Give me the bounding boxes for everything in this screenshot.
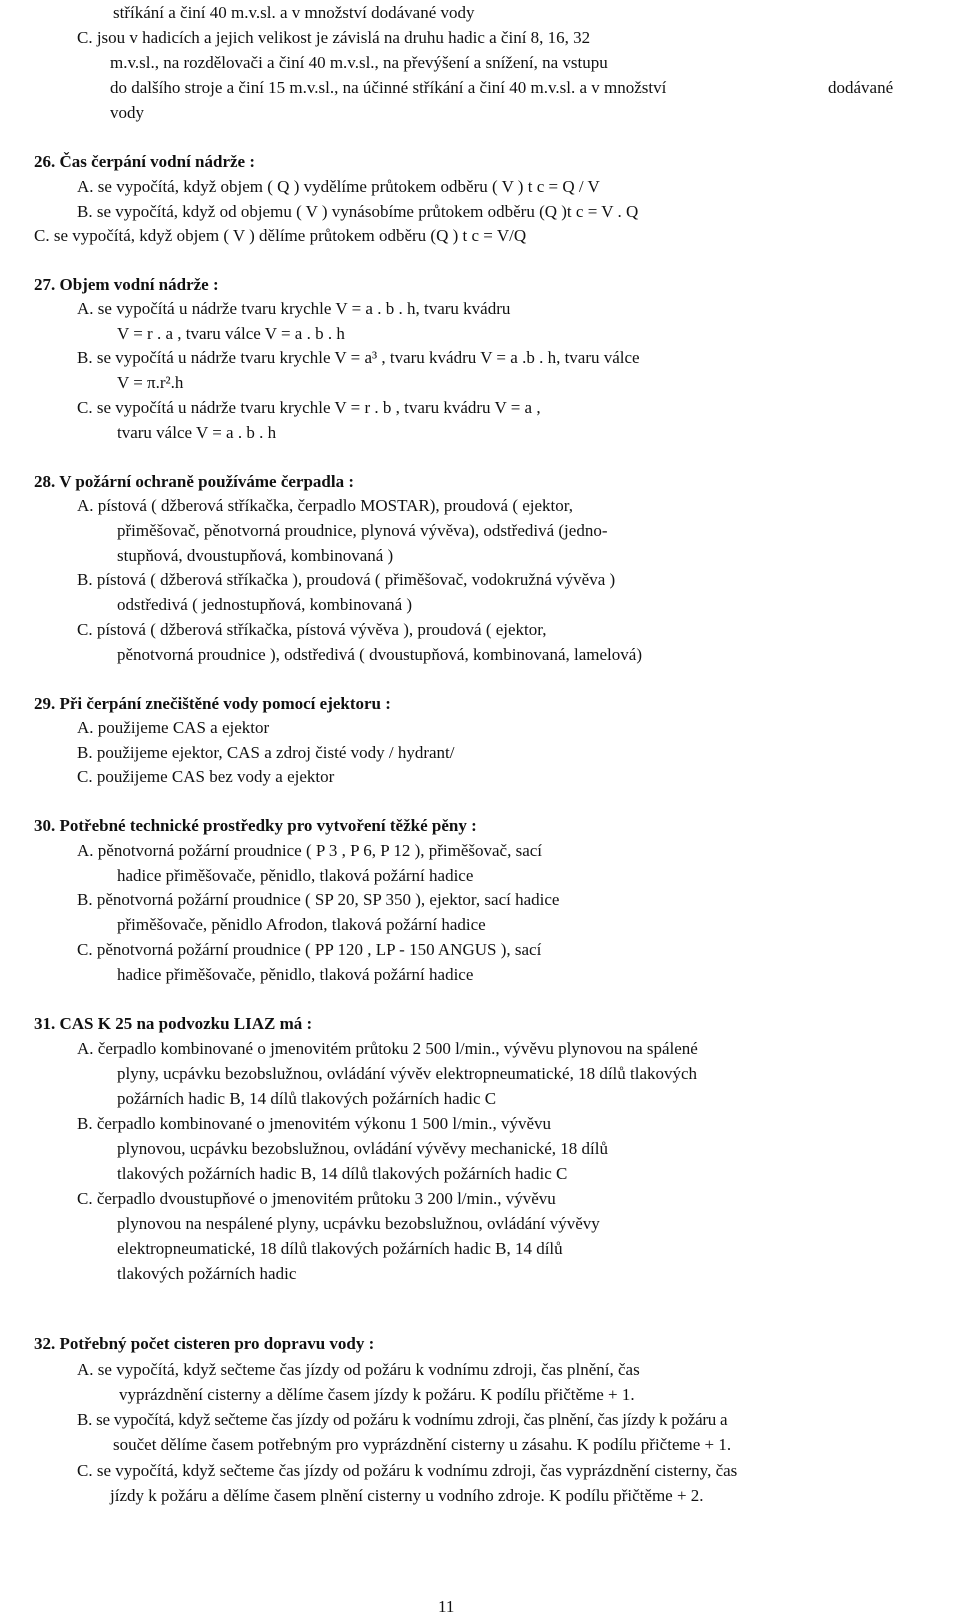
- question-heading: 32. Potřebný počet cisteren pro dopravu vody :: [34, 1334, 375, 1353]
- answer-option: C. se vypočítá, když sečteme čas jízdy od požáru k vodnímu zdroji, čas vyprázdnění cisterny, čas: [77, 1461, 738, 1480]
- answer-option: B. pístová ( džberová stříkačka ), proudová ( přiměšovač, vodokružná vývěva ): [77, 570, 616, 589]
- answer-continuation: odstředivá ( jednostupňová, kombinovaná ): [117, 595, 413, 614]
- answer-continuation: přiměšovač, pěnotvorná proudnice, plynová vývěva), odstředivá (jedno-: [117, 521, 608, 540]
- answer-continuation: tvaru válce V = a . b . h: [117, 423, 277, 442]
- answer-option: C. se vypočítá u nádrže tvaru krychle V = r . b , tvaru kvádru V = a ,: [77, 398, 541, 417]
- answer-option: B. použijeme ejektor, CAS a zdroj čisté vody / hydrant/: [77, 743, 455, 762]
- answer-option: C. pístová ( džberová stříkačka, pístová vývěva ), proudová ( ejektor,: [77, 620, 547, 639]
- answer-option: A. se vypočítá u nádrže tvaru krychle V = a . b . h, tvaru kvádru: [77, 299, 511, 318]
- answer-continuation: přiměšovače, pěnidlo Afrodon, tlaková požární hadice: [117, 915, 486, 934]
- answer-continuation: pěnotvorná proudnice ), odstředivá ( dvoustupňová, kombinovaná, lamelová): [117, 645, 642, 664]
- answer-option: A. pěnotvorná požární proudnice ( P 3 , P 6, P 12 ), přiměšovač, sací: [77, 841, 543, 860]
- question-heading: 28. V požární ochraně používáme čerpadla :: [34, 472, 354, 491]
- answer-continuation: součet dělíme časem potřebným pro vyprázdnění cisterny u zásahu. K podílu přičteme + 1.: [113, 1435, 732, 1454]
- text-line: C. jsou v hadicích a jejich velikost je závislá na druhu hadic a činí 8, 16, 32: [77, 28, 591, 47]
- answer-option: C. se vypočítá, když objem ( V ) dělíme průtokem odběru (Q ) t c = V/Q: [34, 226, 527, 245]
- question-heading: 27. Objem vodní nádrže :: [34, 275, 219, 294]
- page-number: 11: [438, 1597, 455, 1616]
- answer-option: C. použijeme CAS bez vody a ejektor: [77, 767, 335, 786]
- answer-option: A. se vypočítá, když sečteme čas jízdy od požáru k vodnímu zdroji, čas plnění, čas: [77, 1360, 640, 1379]
- answer-option: A. se vypočítá, když objem ( Q ) vydělíme průtokem odběru ( V ) t c = Q / V: [77, 177, 600, 196]
- text-line: do dalšího stroje a činí 15 m.v.sl., na účinné stříkání a činí 40 m.v.sl. a v množství: [110, 78, 667, 97]
- answer-option: C. čerpadlo dvoustupňové o jmenovitém průtoku 3 200 l/min., vývěvu: [77, 1189, 556, 1208]
- text-line: vody: [110, 103, 144, 122]
- answer-option: C. pěnotvorná požární proudnice ( PP 120 , LP - 150 ANGUS ), sací: [77, 940, 542, 959]
- answer-continuation: V = r . a , tvaru válce V = a . b . h: [117, 324, 345, 343]
- answer-continuation: hadice přiměšovače, pěnidlo, tlaková požární hadice: [117, 965, 474, 984]
- text-line: dodávané: [828, 78, 894, 97]
- answer-option: B. pěnotvorná požární proudnice ( SP 20, SP 350 ), ejektor, sací hadice: [77, 890, 560, 909]
- answer-continuation: elektropneumatické, 18 dílů tlakových požárních hadic B, 14 dílů: [117, 1239, 563, 1258]
- answer-continuation: tlakových požárních hadic: [117, 1264, 297, 1283]
- answer-continuation: požárních hadic B, 14 dílů tlakových požárních hadic C: [117, 1089, 497, 1108]
- question-heading: 31. CAS K 25 na podvozku LIAZ má :: [34, 1014, 313, 1033]
- answer-option: A. čerpadlo kombinované o jmenovitém průtoku 2 500 l/min., vývěvu plynovou na spálené: [77, 1039, 698, 1058]
- text-line: m.v.sl., na rozdělovači a činí 40 m.v.sl., na převýšení a snížení, na vstupu: [110, 53, 608, 72]
- question-heading: 26. Čas čerpání vodní nádrže :: [34, 152, 255, 171]
- answer-continuation: jízdy k požáru a dělíme časem plnění cisterny u vodního zdroje. K podílu přičtěme + 2.: [110, 1486, 704, 1505]
- answer-continuation: V = π.r².h: [117, 373, 184, 392]
- answer-continuation: stupňová, dvoustupňová, kombinovaná ): [117, 546, 394, 565]
- question-heading: 30. Potřebné technické prostředky pro vytvoření těžké pěny :: [34, 816, 477, 835]
- answer-continuation: plynovou na nespálené plyny, ucpávku bezobslužnou, ovládání vývěvy: [117, 1214, 600, 1233]
- text-line: stříkání a činí 40 m.v.sl. a v množství dodávané vody: [113, 3, 475, 22]
- answer-option: B. se vypočítá u nádrže tvaru krychle V = a³ , tvaru kvádru V = a .b . h, tvaru válce: [77, 348, 640, 367]
- question-heading: 29. Při čerpání znečištěné vody pomocí ejektoru :: [34, 694, 391, 713]
- answer-option: B. se vypočítá, když od objemu ( V ) vynásobíme průtokem odběru (Q )t c = V . Q: [77, 202, 639, 221]
- answer-continuation: plyny, ucpávku bezobslužnou, ovládání vývěv elektropneumatické, 18 dílů tlakových: [117, 1064, 698, 1083]
- answer-continuation: plynovou, ucpávku bezobslužnou, ovládání vývěvy mechanické, 18 dílů: [117, 1139, 608, 1158]
- answer-option: B. čerpadlo kombinované o jmenovitém výkonu 1 500 l/min., vývěvu: [77, 1114, 552, 1133]
- answer-option: A. pístová ( džberová stříkačka, čerpadlo MOSTAR), proudová ( ejektor,: [77, 496, 574, 515]
- answer-option: A. použijeme CAS a ejektor: [77, 718, 270, 737]
- answer-continuation: tlakových požárních hadic B, 14 dílů tlakových požárních hadic C: [117, 1164, 568, 1183]
- answer-option: B. se vypočítá, když sečteme čas jízdy od požáru k vodnímu zdroji, čas plnění, čas jízdy k požáru a: [77, 1410, 728, 1429]
- answer-continuation: hadice přiměšovače, pěnidlo, tlaková požární hadice: [117, 866, 474, 885]
- answer-continuation: vyprázdnění cisterny a dělíme časem jízdy k požáru. K podílu přičtěme + 1.: [119, 1385, 635, 1404]
